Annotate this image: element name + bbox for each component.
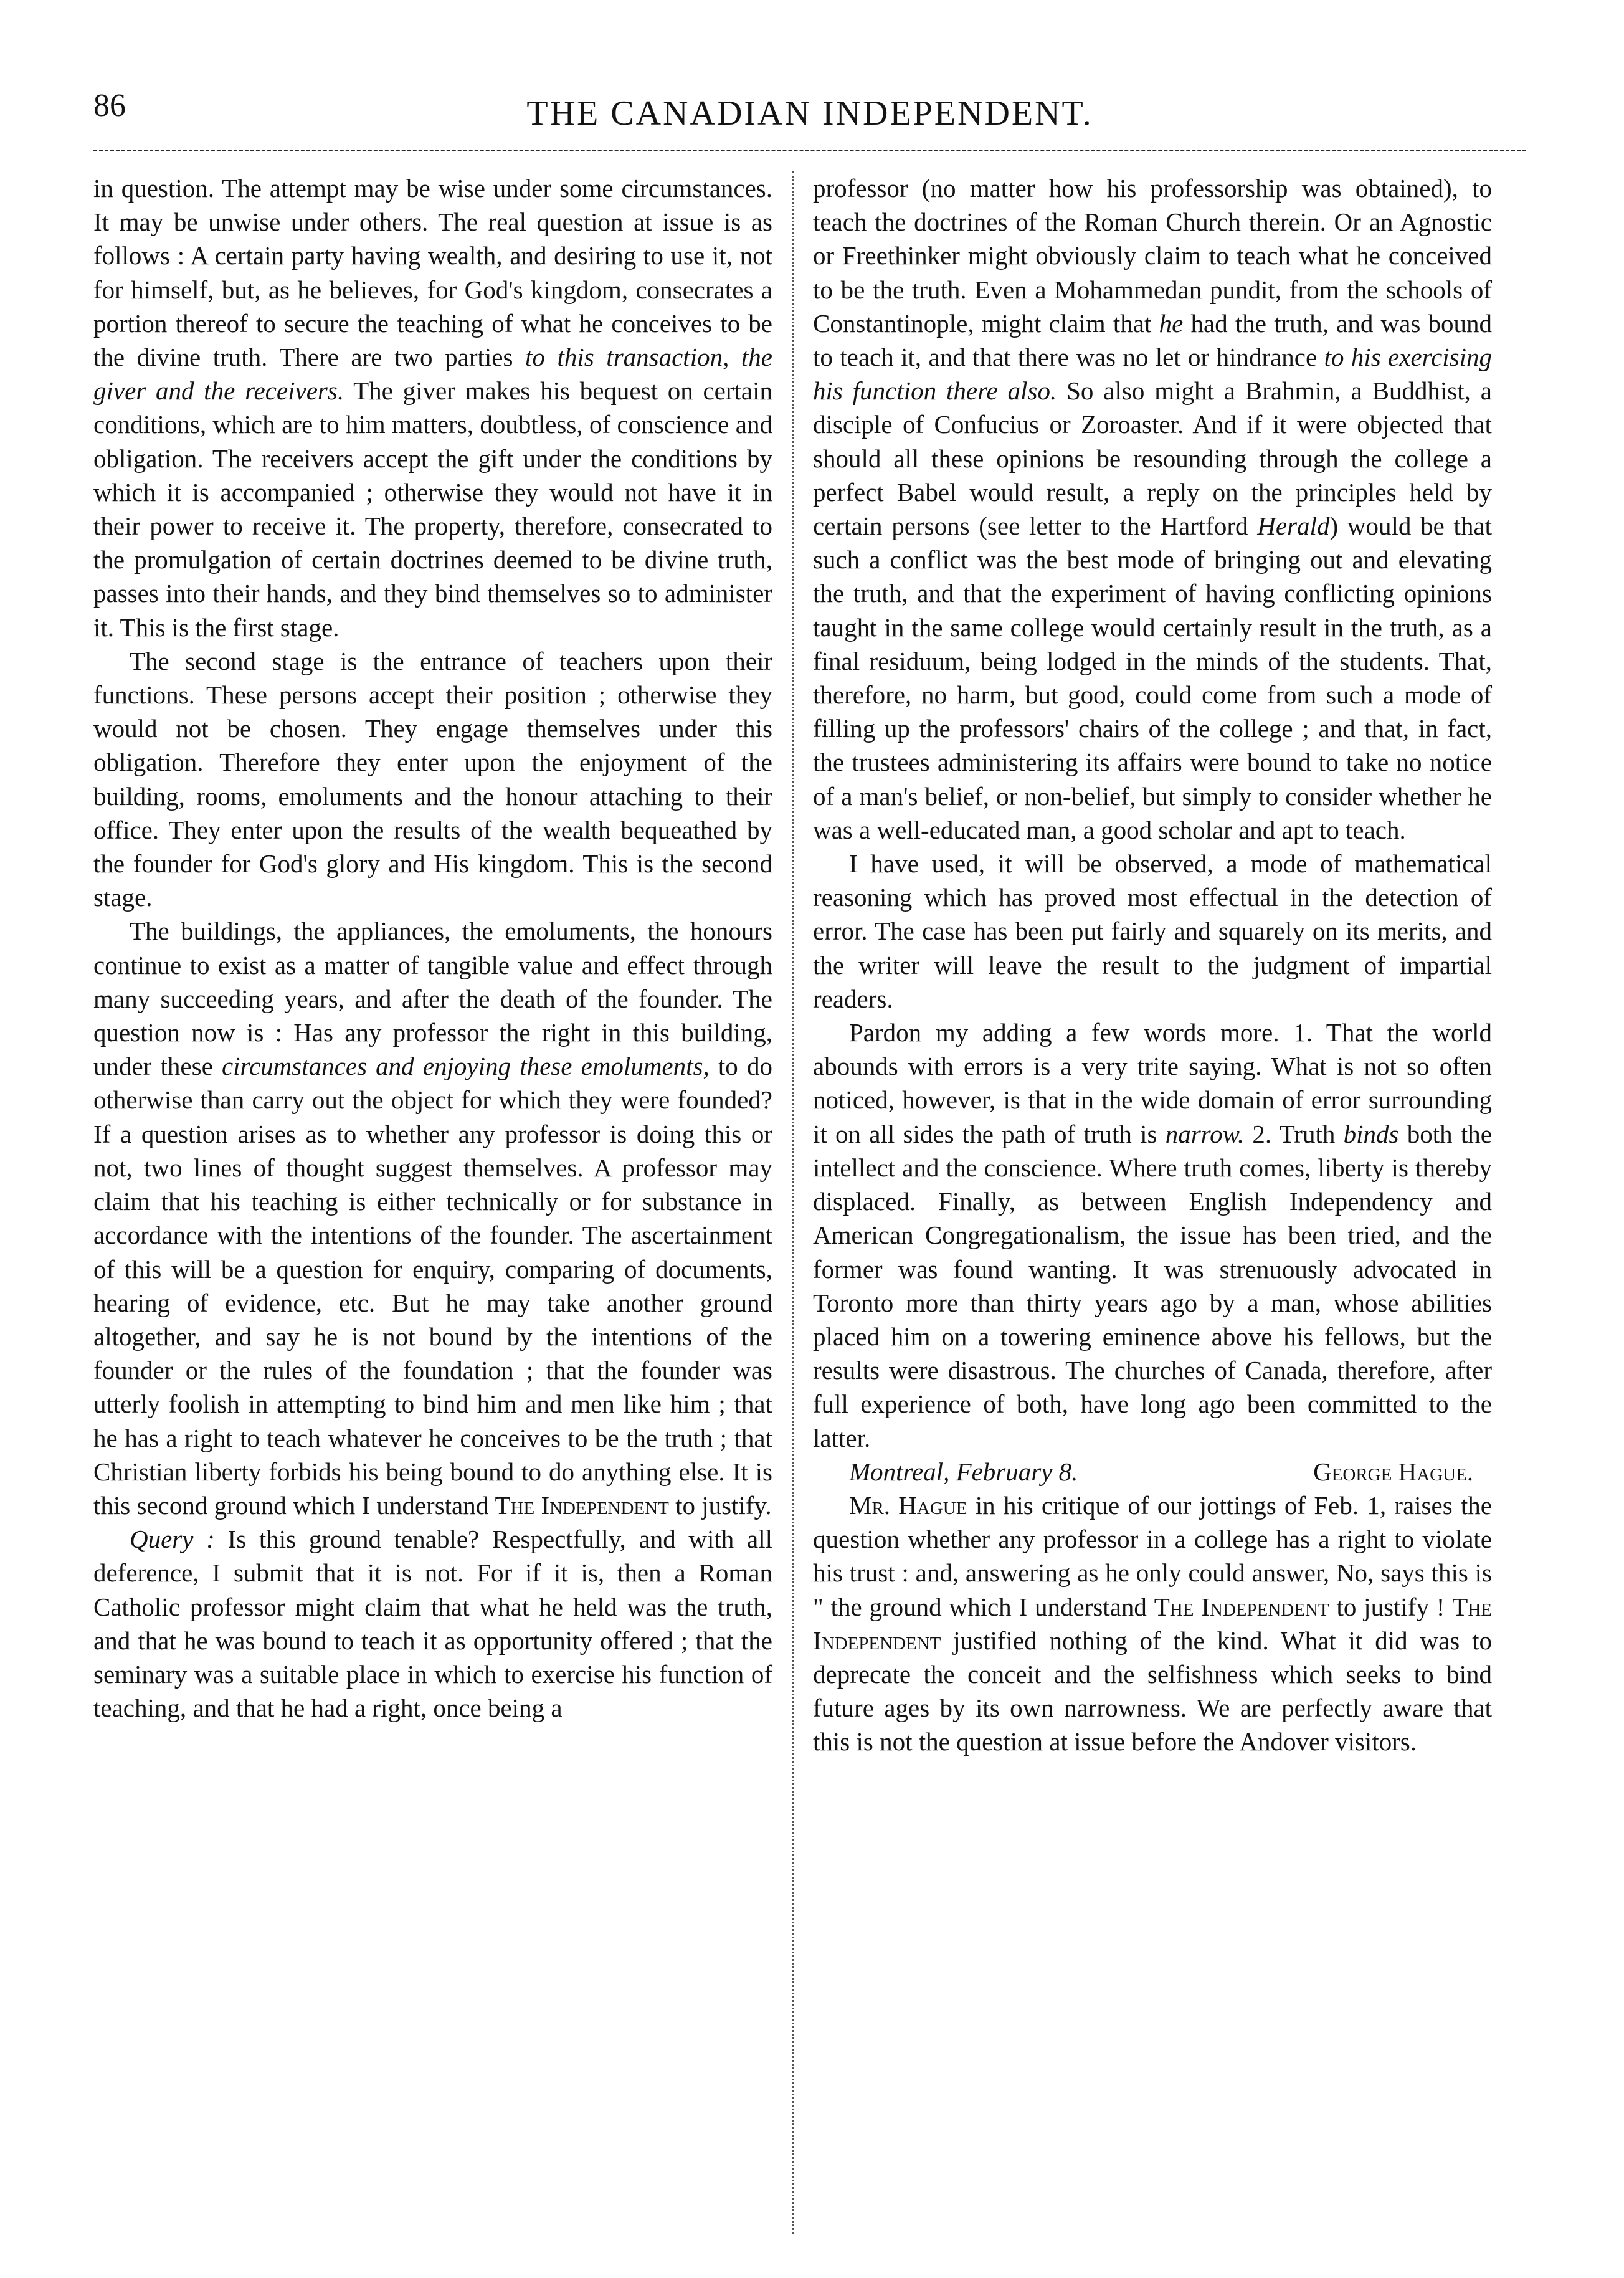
text-run: ) would be that such a conflict was the best mode of bringing out and elevating the truth, and that the experiment of having conflicting opinions taught in the same college would certainly result in the truth, as a final residuum, being lodged in the minds of the students. That, therefore, no harm, but good, could come from such a mode of filling up the professors' chairs of the college ; and that, in fact, the trustees administering its affairs were bound to take no notice of a man's belief, or non-belief, but simply to consider whether he was a well-educated man, a good scholar and apt to teach. — [813, 512, 1492, 844]
text-run: justified nothing of the kind. What it did was to deprecate the conceit and the selfishness which seeks to bind future ages by its own narrowness. We are perfectly aware that this is not the question at issue before the Andover visitors. — [813, 1626, 1492, 1756]
italic-text: Herald — [1257, 512, 1330, 541]
page-header — [93, 87, 1526, 150]
paragraph — [93, 1522, 772, 1725]
italic-text: to this transaction, the giver and the receivers. — [93, 343, 773, 406]
text-run: professor (no matter how his professorship was obtained), to teach the doctrines of the Roman Church therein. Or an Agnostic or Freethinker might obviously claim to teach what he conceived to be the truth. Even a Mohammedan pundit, from the schools of Constantinople, might claim that — [813, 174, 1492, 338]
text-run: Pardon my adding a few words more. 1. That the world abounds with errors is a very trite saying. What is not so often noticed, however, is that in the wide domain of error surrounding it on all sides the path of truth is — [813, 1018, 1492, 1148]
text-run: both the intellect and the conscience. Where truth comes, liberty is thereby displaced. Finally, as between English Independency and American Congregationalism, the issue has been tried, and the former was found wanting. It was strenuously advocated in Toronto more than thirty years ago by a man, whose abilities placed him on a towering eminence above his fellows, but the results were disastrous. The churches of Canada, therefore, after full experience of both, have long ago been committed to the latter. — [813, 1119, 1492, 1452]
paragraph — [813, 1016, 1492, 1455]
italic-text: Query : — [130, 1525, 215, 1554]
author-name: Mr. Hague — [849, 1490, 967, 1520]
left-column — [93, 171, 772, 1725]
header-rule — [93, 150, 1526, 151]
paragraph — [93, 171, 772, 644]
paragraph: The second stage is the entrance of teachers upon their functions. These persons accept their position ; otherwise they would not be chosen. They engage themselves under this obligation. Therefore they enter upon the enjoyment of the building, rooms, emoluments and the honour attaching to their office. They enter upon the results of the wealth bequeathed by the founder for God's glory and His kingdom. This is the second stage. — [93, 646, 772, 912]
paragraph — [813, 1489, 1492, 1759]
running-title: THE CANADIAN INDEPENDENT. — [526, 94, 1093, 133]
right-column — [813, 171, 1492, 1759]
paragraph — [93, 914, 772, 1522]
italic-text: to his exercising his function there also. — [813, 343, 1493, 406]
publication-name: The Independent — [1154, 1592, 1329, 1621]
italic-text: narrow. — [1165, 1119, 1245, 1148]
publication-name: The Independent — [813, 1592, 1492, 1655]
text-run: Is this ground tenable? Respectfully, and with all deference, I submit that it is not. For if it is, then a Roman Catholic professor might claim that what he held was the truth, and that he was bound to teach it as opportunity offered ; that the seminary was a suitable place in which to exercise his function of teaching, and that he had a right, once being a — [93, 1525, 772, 1723]
column-divider — [792, 171, 794, 2234]
paragraph — [813, 171, 1492, 847]
italic-text: he — [1159, 308, 1184, 338]
author-signature: George Hague. — [1313, 1457, 1473, 1486]
signature-line — [813, 1455, 1492, 1489]
italic-text: circumstances and enjoying these emoluments, — [221, 1052, 710, 1081]
text-run: had the truth, and was bound to teach it, and that there was no let or hindrance — [813, 308, 1493, 372]
text-run: The giver makes his bequest on certain conditions, which are to him matters, doubtless, of conscience and obligation. The receivers accept the gift under the conditions by which it is accompanied ; otherwise they would not have it in their power to receive it. The property, therefore, consecrated to the promulgation of certain doctrines deemed to be divine truth, passes into their hands, and they bind themselves so to administer it. This is the first stage. — [93, 376, 773, 642]
text-run: to do otherwise than carry out the object for which they were founded? If a question arises as to whether any professor is doing this or not, two lines of thought suggest themselves. A professor may claim that his teaching is either technically or for substance in accordance with the intentions of the founder. The ascertainment of this will be a question for enquiry, comparing of documents, hearing of evidence, etc. But he may take another ground altogether, and say he is not bound by the intentions of the founder or the rules of the foundation ; that the founder was utterly foolish in attempting to bind him and men like him ; that he has a right to teach whatever he conceives to be the truth ; that Christian liberty forbids his being bound to do anything else. It is this second ground which I understand — [93, 1052, 772, 1520]
text-run: to justify ! — [1329, 1592, 1453, 1621]
text-run: So also might a Brahmin, a Buddhist, a disciple of Confucius or Zoroaster. And if it were objected that should all these opinions be resounding through the college a perfect Babel would result, a reply on the principles held by certain persons (see letter to the Hartford — [813, 376, 1492, 541]
italic-text: binds — [1343, 1119, 1399, 1148]
text-run: in his critique of our jottings of Feb. 1, raises the question whether any professor in a college has a right to violate his trust : and, answering as he only could answer, No, says this is " the ground which I understand — [813, 1490, 1492, 1621]
paragraph: I have used, it will be observed, a mode of mathematical reasoning which has proved most effectual in the detection of error. The case has been put fairly and squarely on its merits, and the writer will leave the result to the judgment of impartial readers. — [813, 849, 1492, 1013]
page-number: 86 — [93, 88, 126, 123]
publication-name: The Independent — [495, 1490, 669, 1520]
dateline: Montreal, February 8. — [849, 1457, 1078, 1486]
text-run: The buildings, the appliances, the emoluments, the honours continue to exist as a matter of tangible value and effect through many succeeding years, and after the death of the founder. The question now is : Has any professor the right in this building, under these — [93, 917, 772, 1081]
text-run: 2. Truth — [1244, 1119, 1344, 1148]
text-run: to justify. — [668, 1490, 772, 1520]
text-run: in question. The attempt may be wise under some circumstances. It may be unwise under others. The real question at issue is as follows : A certain party having wealth, and desiring to use it, not for himself, but, as he believes, for God's kingdom, consecrates a portion thereof to secure the teaching of what he conceives to be the divine truth. There are two parties — [93, 174, 772, 372]
